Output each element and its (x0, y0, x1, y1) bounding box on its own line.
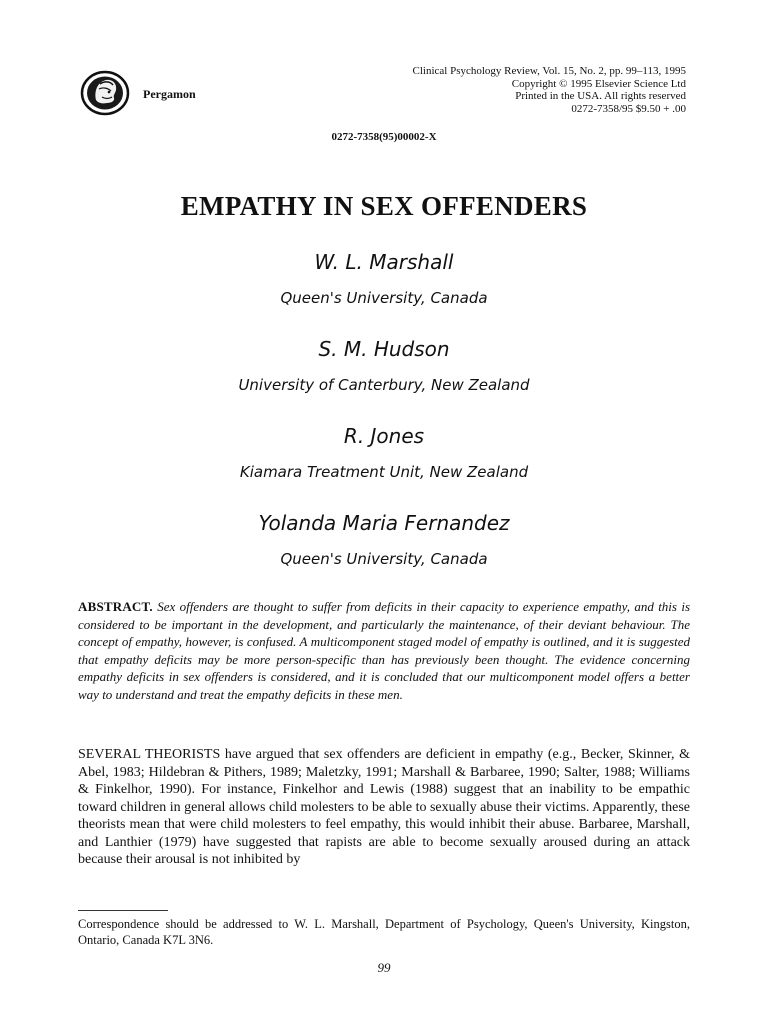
body-text: have argued that sex offenders are deficient in empathy (e.g., Becker, Skinner, & Abel, 1983; Hildebran & Pithers, 1989; Maletzky, 1991; Marshall & Barbaree, 1990; Salter, 1988; Williams & Finkelhor, 1990). For instance, Finkelhor and Lewis (1988) suggest that an inability to be empathic toward children in general allows child molesters to be able to sexually abuse their victims. Apparently, these theorists mean that were child molesters to feel empathy, this would inhibit their abuse. Barbaree, Marshall, and Lanthier (1979) have suggested that rapists are able to become sexually aroused during an attack because their arousal is not inhibited by (78, 747, 690, 867)
body-lead-in: SEVERAL THEORISTS (78, 747, 221, 762)
author-affiliation: Queen's University, Canada (280, 550, 488, 568)
paper-title: EMPATHY IN SEX OFFENDERS (180, 191, 588, 221)
printed-line: Printed in the USA. All rights reserved (515, 90, 686, 102)
document-id: 0272-7358(95)00002-X (331, 131, 437, 143)
abstract-label: ABSTRACT. (78, 599, 153, 614)
abstract (78, 598, 690, 704)
abstract-text: Sex offenders are thought to suffer from deficits in their capacity to experience empathy, and this is considered to be important in the development, and particularly the maintenance, of their deviant behaviour. The concept of empathy, however, is confused. A multicomponent staged model of empathy is outlined, and it is suggested that empathy deficits may be more person-specific than has previously been thought. The evidence concerning empathy deficits in sex offenders is considered, and it is concluded that our multicomponent model offers a better way to understand and treat the empathy deficits in these men. (78, 599, 691, 702)
body-paragraph (78, 746, 690, 869)
author-name: S. M. Hudson (318, 337, 450, 361)
publisher-name: Pergamon (143, 87, 196, 101)
author-name: R. Jones (343, 424, 425, 448)
footnote-divider (78, 910, 168, 911)
correspondence-footnote: Correspondence should be addressed to W. L. Marshall, Department of Psychology, Queen's University, Kingston, Ontario, Canada K7L 3N6. (78, 917, 690, 947)
author-affiliation: Queen's University, Canada (280, 289, 488, 307)
author-affiliation: Kiamara Treatment Unit, New Zealand (239, 463, 529, 481)
price-line: 0272-7358/95 $9.50 + .00 (571, 102, 686, 115)
author-name: Yolanda Maria Fernandez (258, 511, 510, 535)
copyright-line: Copyright © 1995 Elsevier Science Ltd (511, 77, 686, 90)
page-number: 99 (377, 960, 391, 975)
journal-citation (413, 65, 686, 115)
author-name: W. L. Marshall (314, 250, 454, 274)
pergamon-logo-icon (80, 70, 130, 116)
journal-citation-line: Clinical Psychology Review, Vol. 15, No. 2, pp. 99–113, 1995 (412, 65, 686, 77)
author-affiliation: University of Canterbury, New Zealand (238, 376, 530, 394)
